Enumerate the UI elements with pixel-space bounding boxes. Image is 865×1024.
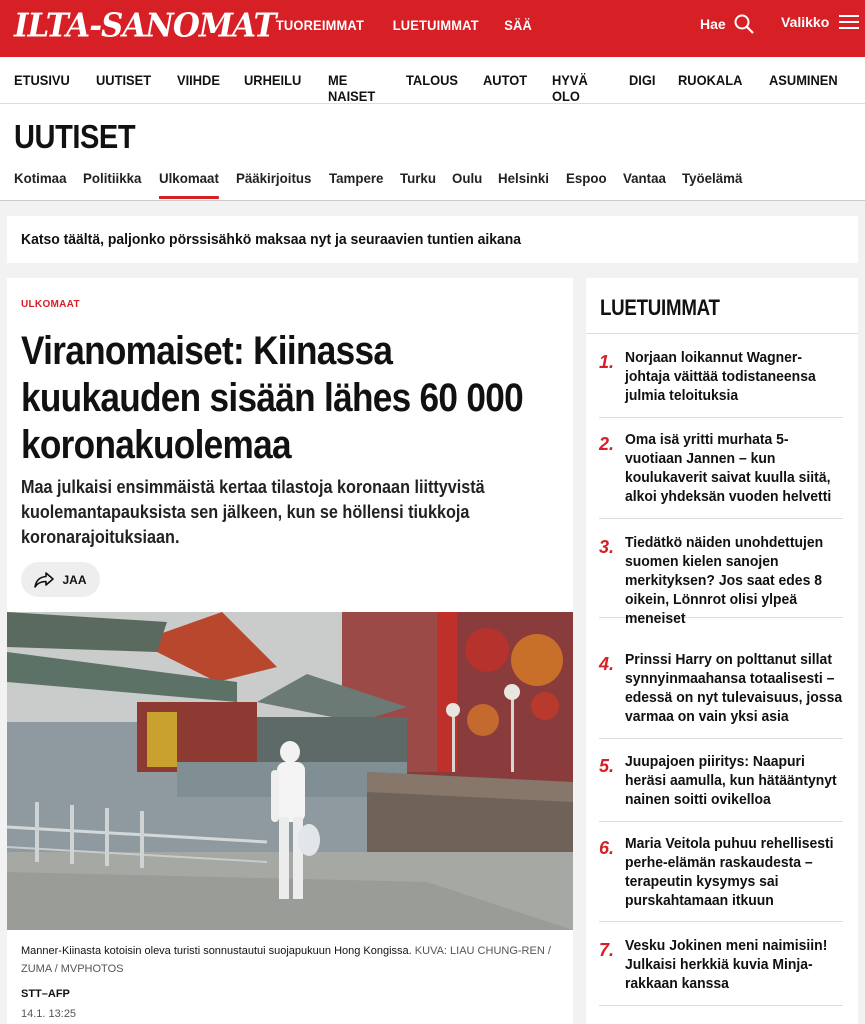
section-uutiset[interactable]: UUTISET — [96, 72, 151, 118]
promo-text: Katso täältä, paljonko pörssisähkö maksaa nyt ja seuraavien tuntien aikana — [21, 231, 522, 248]
search-button[interactable] — [700, 14, 754, 34]
most-read-title: LUETUIMMAT — [600, 295, 720, 320]
top-nav — [272, 17, 534, 33]
divider — [586, 333, 858, 334]
section-nav — [0, 57, 865, 104]
search-icon — [734, 14, 754, 34]
most-read-rank: 6. — [599, 838, 615, 858]
search-label: Hae — [700, 16, 726, 32]
subnav-espoo[interactable]: Espoo — [565, 170, 607, 186]
subnav-tampere[interactable]: Tampere — [329, 170, 384, 186]
most-read-rank: 2. — [599, 434, 615, 454]
menu-label: Valikko — [781, 14, 830, 30]
section-autot[interactable]: AUTOT — [483, 72, 528, 88]
most-read-link[interactable]: Norjaan loikannut Wagner-johtaja väittää todistaneensa julmia teloituksia — [625, 349, 816, 404]
most-read-link[interactable]: Vesku Jokinen meni naimisiin! Julkaisi herkkiä kuvia Minja-rakkaan kanssa — [625, 937, 828, 992]
subnav-turku[interactable]: Turku — [400, 170, 437, 186]
section-ruokala[interactable]: RUOKALA — [678, 72, 743, 88]
caption-text: Manner-Kiinasta kotoisin oleva turisti sonnustautui suojapukuun Hong Kongissa. — [21, 945, 412, 957]
most-read-link[interactable]: Juupajoen piiritys: Naapuri heräsi aamulla, kun hätääntynyt nainen soitti ovikelloa — [625, 753, 837, 808]
most-read-rank: 4. — [599, 654, 615, 674]
most-read-rank: 7. — [599, 940, 615, 960]
most-read-item[interactable] — [599, 834, 843, 922]
most-read-item[interactable] — [599, 650, 843, 739]
most-read-item[interactable] — [599, 348, 843, 418]
menu-button[interactable] — [781, 14, 859, 30]
top-bar — [0, 0, 865, 57]
section-asuminen[interactable]: ASUMINEN — [769, 72, 839, 88]
article-lead: Maa julkaisi ensimmäistä kertaa tilastoja koronaan liittyvistä kuolemantapauksista sen jälkeen, kun se höllensi tiukkoja koronarajoituksiaan. — [21, 477, 485, 547]
subnav-oulu[interactable]: Oulu — [452, 170, 483, 186]
article-kicker[interactable]: ULKOMAAT — [21, 299, 80, 310]
article-photo[interactable] — [7, 612, 573, 930]
promo-banner[interactable] — [7, 216, 858, 263]
article-date: 14.1. 13:25 — [21, 1008, 77, 1020]
photo-credit: KUVA: LIAU CHUNG-REN / ZUMA / MVPHOTOS — [21, 945, 551, 975]
photo-caption — [21, 942, 561, 978]
page-header — [0, 104, 865, 201]
subnav-ulkomaat[interactable]: Ulkomaat — [159, 170, 219, 199]
topnav-tuoreimmat[interactable]: TUOREIMMAT — [275, 17, 365, 33]
most-read-item[interactable] — [599, 752, 843, 822]
section-digi[interactable]: DIGI — [628, 72, 656, 88]
most-read-item[interactable] — [599, 430, 843, 519]
hamburger-icon — [839, 14, 859, 30]
subsection-nav — [14, 170, 759, 199]
share-icon — [34, 572, 54, 588]
article-headline: Viranomaiset: Kiinassa kuukauden sisään lähes 60 000 koronakuolemaa — [21, 329, 523, 467]
most-read-link[interactable]: Maria Veitola puhuu rehellisesti perhe-elämän raskaudesta – terapeutin kysymys sai purskahtamaan itkuun — [625, 835, 834, 909]
subnav-tyoelama[interactable]: Työelämä — [681, 170, 743, 186]
topnav-saa[interactable]: SÄÄ — [504, 17, 533, 33]
section-urheilu[interactable]: URHEILU — [244, 72, 302, 88]
most-read-link[interactable]: Oma isä yritti murhata 5-vuotiaan Jannen – kun koulukaverit saivat kuulla siitä, alkoi yhdeksän vuoden helvetti — [625, 431, 832, 505]
page-title: UUTISET — [14, 118, 136, 155]
subnav-helsinki[interactable]: Helsinki — [498, 170, 550, 186]
most-read-item[interactable] — [599, 533, 843, 627]
share-label: JAA — [62, 572, 87, 587]
section-hyva-olo[interactable]: HYVÄ OLO — [552, 72, 589, 104]
most-read-link[interactable]: Prinssi Harry on polttanut sillat synnyinmaahansa totaalisesti – edessä on nyt tulevaisuus, jossa varmaa on vain yksi asia — [625, 651, 843, 725]
most-read-item[interactable] — [599, 936, 843, 1006]
most-read-link[interactable]: Tiedätkö näiden unohdettujen suomen kielen sanojen merkityksen? Jos saat edes 8 oikein, Lönnrot olisi ylpeä meneiset — [625, 534, 824, 627]
most-read-rank: 5. — [599, 756, 615, 776]
subnav-kotimaa[interactable]: Kotimaa — [14, 170, 67, 186]
section-talous[interactable]: TALOUS — [405, 72, 458, 88]
article-byline: STT–AFP — [21, 988, 70, 1000]
section-me-naiset[interactable]: ME NAISET — [327, 72, 375, 104]
subnav-politiikka[interactable]: Politiikka — [83, 170, 142, 186]
section-viihde[interactable]: VIIHDE — [176, 72, 220, 88]
share-button[interactable] — [21, 562, 100, 597]
topnav-luetuimmat[interactable]: LUETUIMMAT — [392, 17, 479, 33]
most-read-rank: 1. — [599, 352, 615, 372]
photo-illustration — [7, 612, 573, 930]
section-etusivu[interactable]: ETUSIVU — [14, 72, 70, 88]
subnav-paakirjoitus[interactable]: Pääkirjoitus — [235, 170, 312, 186]
article-card — [7, 278, 573, 1024]
most-read-sidebar — [586, 278, 858, 1024]
most-read-rank: 3. — [599, 537, 615, 557]
subnav-vantaa[interactable]: Vantaa — [622, 170, 666, 186]
site-logo[interactable]: ILTA-SANOMAT — [14, 7, 276, 45]
